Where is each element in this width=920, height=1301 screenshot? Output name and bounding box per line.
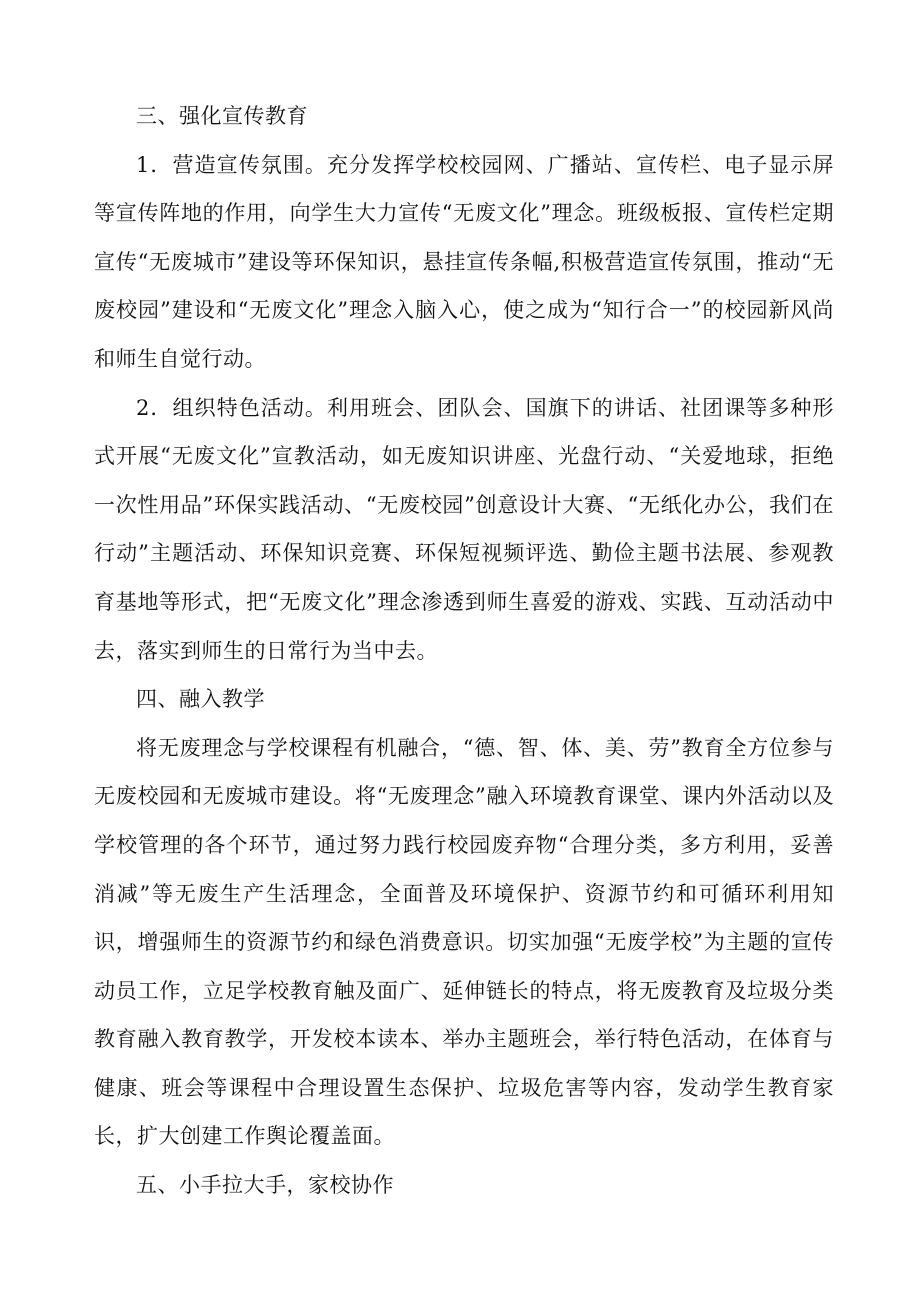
section-heading-5: 五、小手拉大手，家校协作 — [136, 1173, 394, 1198]
document-body — [94, 92, 834, 1210]
paragraph-integrate-teaching: 将无废理念与学校课程有机融合，“德、智、体、美、劳”教育全方位参与无废校园和无废城市建设。将“无废理念”融入环境教育课堂、课内外活动以及学校管理的各个环节，通过努力践行校园废弃物“合理分类，多方利用，妥善消减”等无废生产生活理念，全面普及环境保护、资源节约和可循环利用知识，增强师生的资源节约和绿色消费意识。切实加强“无废学校”为主题的宣传动员工作，立足学校教育触及面广、延伸链长的特点，将无废教育及垃圾分类教育融入教育教学，开发校本读本、举办主题班会，举行特色活动，在体育与健康、班会等课程中合理设置生态保护、垃圾危害等内容，发动学生教育家长，扩大创建工作舆论覆盖面。 — [94, 735, 834, 1149]
paragraph-special-activities: 2．组织特色活动。利用班会、团队会、国旗下的讲话、社团课等多种形式开展“无废文化”宣教活动，如无废知识讲座、光盘行动、“关爱地球，拒绝一次性用品”环保实践活动、“无废校园”创意设计大赛、“无纸化办公，我们在行动”主题活动、环保知识竞赛、环保短视频评选、勤俭主题书法展、参观教育基地等形式，把“无废文化”理念渗透到师生喜爱的游戏、实践、互动活动中去，落实到师生的日常行为当中去。 — [94, 395, 834, 663]
paragraph-publicity-atmosphere: 1．营造宣传氛围。充分发挥学校校园网、广播站、宣传栏、电子显示屏等宣传阵地的作用，向学生大力宣传“无废文化”理念。班级板报、宣传栏定期宣传“无废城市”建设等环保知识，悬挂宣传条幅,积极营造宣传氛围，推动“无废校园”建设和“无废文化”理念入脑入心，使之成为“知行合一”的校园新风尚和师生自觉行动。 — [94, 152, 834, 371]
section-heading-3: 三、强化宣传教育 — [136, 104, 308, 128]
section-heading-4: 四、融入教学 — [136, 687, 265, 712]
